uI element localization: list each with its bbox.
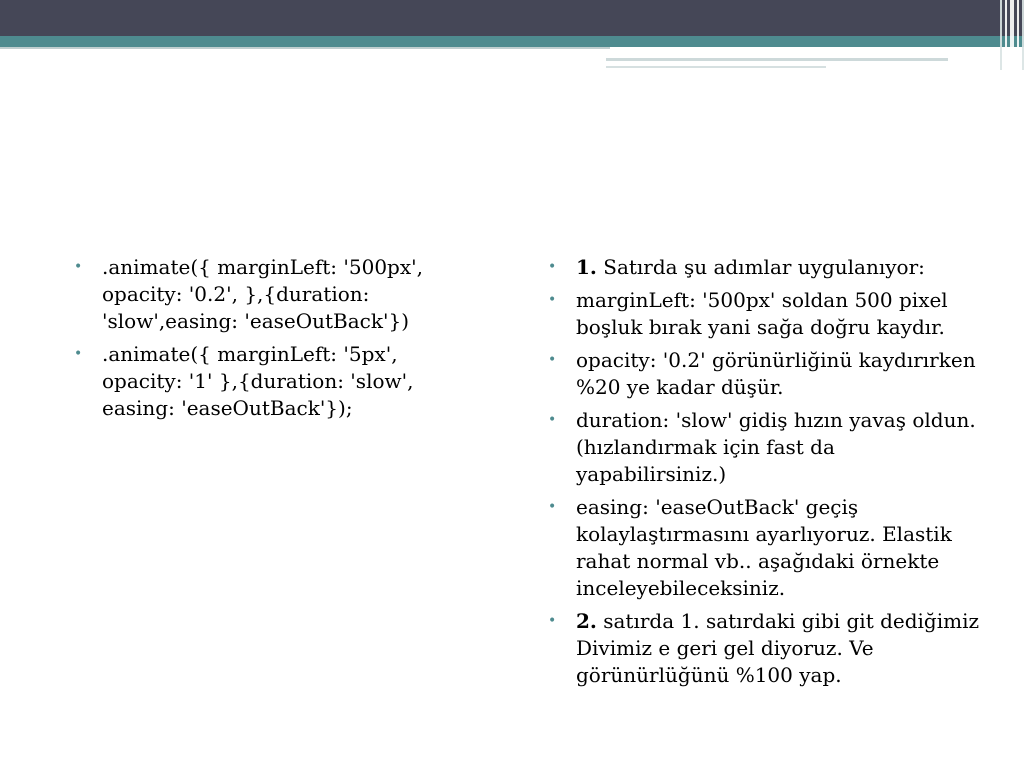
step-number: 1.	[576, 255, 597, 279]
bullet-icon: •	[548, 292, 557, 308]
header-rule	[0, 47, 610, 49]
bullet-icon: •	[548, 412, 557, 428]
list-item-text: Satırda şu adımlar uygulanıyor:	[596, 255, 925, 279]
header-accent-strip	[0, 36, 1024, 47]
bullet-icon: •	[548, 613, 557, 629]
list-item	[546, 347, 986, 401]
left-bullet-list	[72, 254, 472, 422]
header-rule-secondary	[606, 58, 948, 61]
header-rule-tertiary	[606, 66, 826, 68]
right-bullet-list	[546, 254, 986, 689]
bullet-icon: •	[548, 499, 557, 515]
list-item-text: satırda 1. satırdaki gibi git dediğimiz Divimiz e geri gel diyoruz. Ve görünürlüğünü %100 yap.	[576, 609, 980, 687]
list-item	[72, 254, 472, 335]
right-column	[546, 254, 986, 695]
list-item	[546, 407, 986, 488]
header-corner-stripes	[990, 0, 1024, 70]
left-column	[72, 254, 472, 428]
list-item-text: .animate({ marginLeft: '5px', opacity: '1' },{duration: 'slow', easing: 'easeOutBack'});	[102, 342, 414, 420]
list-item-text: easing: 'easeOutBack' geçiş kolaylaştırmasını ayarlıyoruz. Elastik rahat normal vb.. aşağıdaki örnekte inceleyebileceksiniz.	[576, 495, 952, 600]
bullet-icon: •	[548, 352, 557, 368]
list-item-text: duration: 'slow' gidiş hızın yavaş oldun. (hızlandırmak için fast da yapabilirsiniz.)	[576, 408, 976, 486]
list-item-text: marginLeft: '500px' soldan 500 pixel boşluk bırak yani sağa doğru kaydır.	[576, 288, 948, 339]
list-item-text: .animate({ marginLeft: '500px', opacity: '0.2', },{duration: 'slow',easing: 'easeOutBack'})	[102, 255, 423, 333]
bullet-icon: •	[74, 346, 83, 362]
list-item	[546, 494, 986, 602]
list-item	[546, 287, 986, 341]
list-item-text: opacity: '0.2' görünürliğinü kaydırırken %20 ye kadar düşür.	[576, 348, 976, 399]
bullet-icon: •	[74, 259, 83, 275]
header-bar	[0, 0, 1024, 36]
list-item	[72, 341, 472, 422]
bullet-icon: •	[548, 259, 557, 275]
list-item	[546, 608, 986, 689]
step-number: 2.	[576, 609, 597, 633]
list-item	[546, 254, 986, 281]
